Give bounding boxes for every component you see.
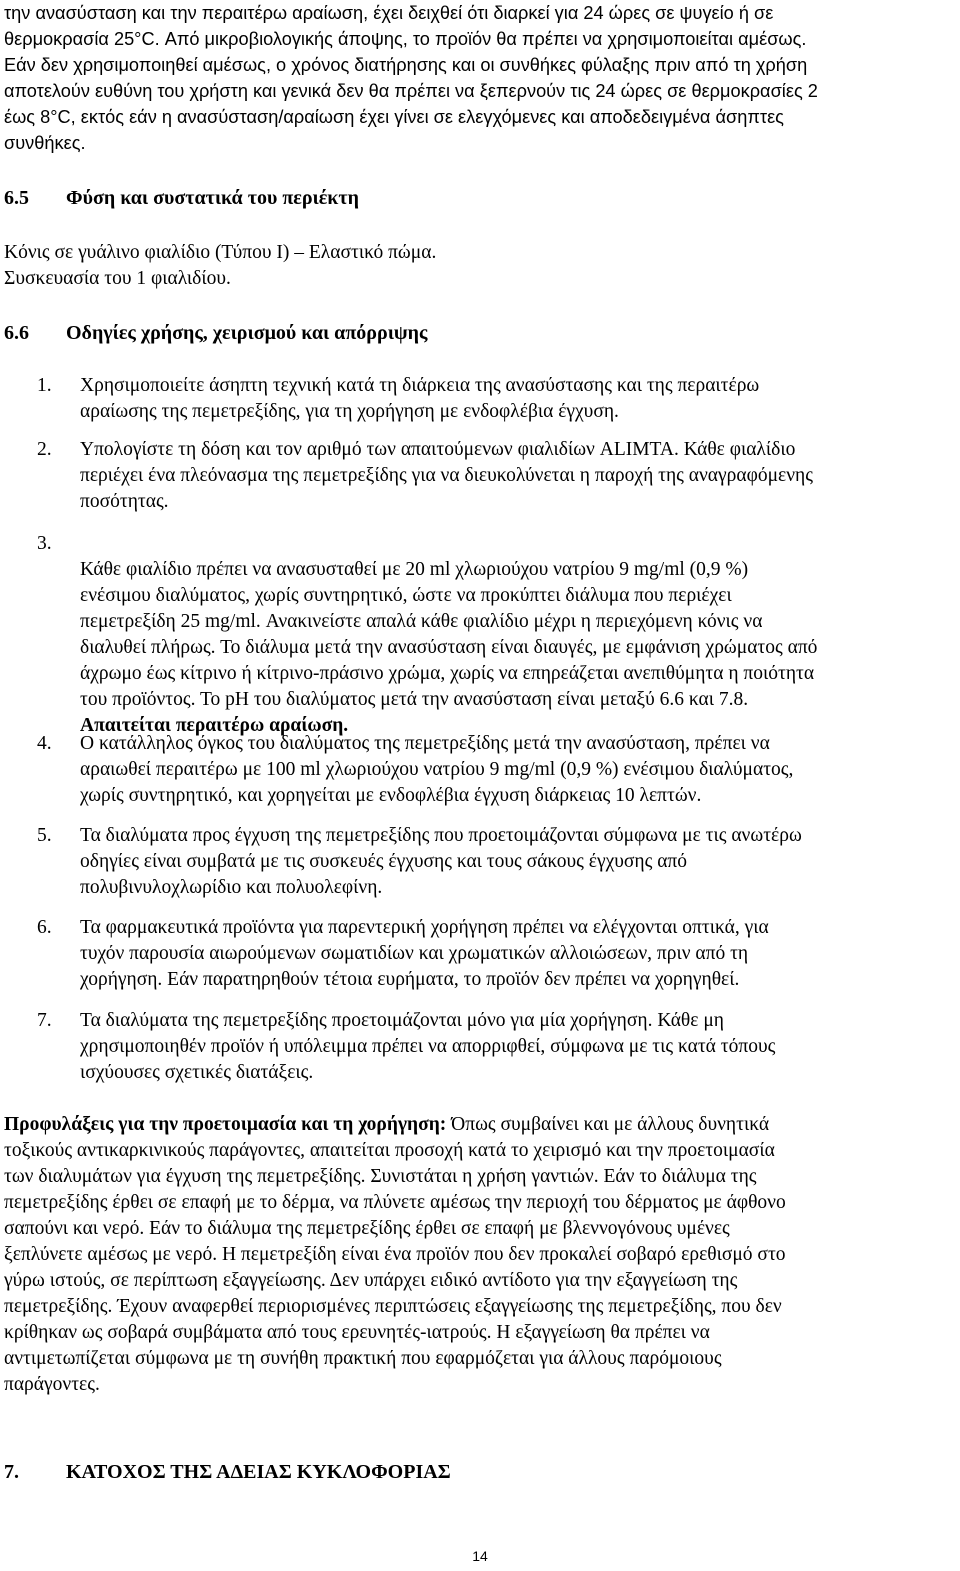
list-item-text: Τα διαλύματα της πεμετρεξίδης προετοιμάζονται μόνο για μία χορήγηση. Κάθε μη χρησιμοποιηθέν προϊόν ή υπόλειμμα πρέπει να απορριφθεί, σύμφωνα με τις κατά τόπους ισχύουσες σχετικές διατάξεις. [80, 1010, 776, 1083]
list-item [37, 915, 957, 993]
list-item-number: 6. [37, 917, 52, 938]
list-item [37, 373, 957, 425]
list-item-number: 7. [37, 1010, 52, 1031]
list-item-number: 1. [37, 375, 52, 396]
list-item-text: Ο κατάλληλος όγκος του διαλύματος της πεμετρεξίδης μετά την ανασύσταση, πρέπει να αραιωθεί περαιτέρω με 100 ml χλωριούχου νατρίου 9 mg/ml (0,9 %) ενέσιμου διαλύματος, χωρίς συντηρητικό, και χορηγείται με ενδοφλέβια έγχυση διάρκειας 10 λεπτών. [80, 733, 794, 806]
precautions-paragraph [4, 1112, 954, 1398]
list-item-bold-note: Απαιτείται περαιτέρω αραίωση. [80, 715, 349, 736]
page-number: 14 [472, 1548, 488, 1564]
section-number: 6.5 [4, 187, 29, 209]
list-item-text: Τα διαλύματα προς έγχυση της πεμετρεξίδης που προετοιμάζονται σύμφωνα με τις ανωτέρω οδηγίες είναι συμβατά με τις συσκευές έγχυσης και τους σάκους έγχυσης από πολυβινυλοχλωρίδιο και πολυολεφίνη. [80, 825, 802, 898]
list-item-text: Υπολογίστε τη δόση και τον αριθμό των απαιτούμενων φιαλιδίων ALIMTA. Κάθε φιαλίδιο περιέχει ένα πλεόνασμα της πεμετρεξίδης για να διευκολύνεται η παροχή της αναγραφόμενης ποσότητας. [80, 439, 813, 512]
precautions-label: Προφυλάξεις για την προετοιμασία και τη χορήγηση: [4, 1114, 447, 1135]
list-item-number: 3. [37, 533, 52, 554]
section-6-6-heading [4, 320, 427, 346]
precautions-text: Όπως συμβαίνει και με άλλους δυνητικά τοξικούς αντικαρκινικούς παράγοντες, απαιτείται προσοχή κατά το χειρισμό και την προετοιμασία των διαλυμάτων για έγχυση της πεμετρεξίδης. Συνιστάται η χρήση γαντιών. Εάν το διάλυμα της πεμετρεξίδης έρθει σε επαφή με το δέρμα, να πλύνετε αμέσως την περιοχή του δέρματος με άφθονο σαπούνι και νερό. Εάν το διάλυμα της πεμετρεξίδης έρθει σε επαφή με βλεννογόνους υμένες ξεπλύνετε αμέσως με νερό. Η πεμετρεξίδη είναι ένα προϊόν που δεν προκαλεί σοβαρό ερεθισμό στο γύρω ιστούς, σε περίπτωση εξαγγείωσης. Δεν υπάρχει ειδικό αντίδοτο για την εξαγγείωση της πεμετρεξίδης. Έχουν αναφερθεί περιορισμένες περιπτώσεις εξαγγείωσης της πεμετρεξίδης, που δεν κρίθηκαν ως σοβαρά συμβάματα από τους ερευνητές-ιατρούς. Η εξαγγείωση θα πρέπει να αντιμετωπίζεται σύμφωνα με τη συνήθη πρακτική που εφαρμόζεται για άλλους παρόμοιους παράγοντες. [4, 1114, 786, 1395]
list-item-text: Τα φαρμακευτικά προϊόντα για παρεντερική χορήγηση πρέπει να ελέγχονται οπτικά, για τυχόν παρουσία αιωρούμενων σωματιδίων και χρωματικών αλλοιώσεων, πριν από τη χορήγηση. Εάν παρατηρηθούν τέτοια ευρήματα, το προϊόν δεν πρέπει να χορηγηθεί. [80, 917, 769, 990]
list-item [37, 1008, 957, 1086]
intro-paragraph: την ανασύσταση και την περαιτέρω αραίωση, έχει δειχθεί ότι διαρκεί για 24 ώρες σε ψυγείο ή σε θερμοκρασία 25°C. Από μικροβιολογικής άποψης, το προϊόν θα πρέπει να χρησιμοποιείται αμέσως. Εάν δεν χρησιμοποιηθεί αμέσως, ο χρόνος διατήρησης και οι συνθήκες φύλαξης πριν από τη χρήση αποτελούν ευθύνη του χρήστη και γενικά δεν θα πρέπει να ξεπερνούν τις 24 ώρες σε θερμοκρασίες 2 έως 8°C, εκτός εάν η ανασύσταση/αραίωση έχει γίνει σε ελεγχόμενες και αποδεδειγμένα άσηπτες συνθήκες. [4, 3, 818, 153]
section-6-5-body: Κόνις σε γυάλινο φιαλίδιο (Τύπου Ι) – Ελαστικό πώμα. Συσκευασία του 1 φιαλιδίου. [4, 242, 437, 289]
section-7-heading [4, 1459, 451, 1485]
list-item [37, 437, 957, 515]
list-item-text: Κάθε φιαλίδιο πρέπει να ανασυσταθεί με 20 ml χλωριούχου νατρίου 9 mg/ml (0,9 %) ενέσιμου διαλύματος, χωρίς συντηρητικό, ώστε να προκύπτει διάλυμα που περιέχει πεμετρεξίδη 25 mg/ml. Ανακινείστε απαλά κάθε φιαλίδιο μέχρι η περιεχόμενη κόνις να διαλυθεί πλήρως. Το διάλυμα μετά την ανασύσταση είναι διαυγές, με εμφάνιση χρώματος από άχρωμο έως κίτρινο ή κίτρινο-πράσινο χρώμα, χωρίς να επηρεάζεται ανεπιθύμητα η ποιότητα του προϊόντος. Το pH του διαλύματος μετά την ανασύσταση είναι μεταξύ 6.6 και 7.8. [80, 559, 818, 710]
section-title: ΚΑΤΟΧΟΣ ΤΗΣ ΑΔΕΙΑΣ ΚΥΚΛΟΦΟΡΙΑΣ [66, 1461, 451, 1483]
list-item-text: Χρησιμοποιείτε άσηπτη τεχνική κατά τη διάρκεια της ανασύστασης και της περαιτέρω αραίωσης της πεμετρεξίδης, για τη χορήγηση με ενδοφλέβια έγχυση. [80, 375, 760, 422]
list-item-number: 4. [37, 733, 52, 754]
section-number: 6.6 [4, 322, 29, 344]
section-title: Οδηγίες χρήσης, χειρισμού και απόρριψης [66, 322, 428, 344]
list-item [37, 531, 957, 765]
list-item [37, 731, 957, 809]
list-item-number: 5. [37, 825, 52, 846]
section-6-5-heading [4, 185, 359, 211]
list-item [37, 823, 957, 901]
section-number: 7. [4, 1461, 19, 1483]
list-item-number: 2. [37, 439, 52, 460]
section-title: Φύση και συστατικά του περιέκτη [66, 187, 359, 209]
